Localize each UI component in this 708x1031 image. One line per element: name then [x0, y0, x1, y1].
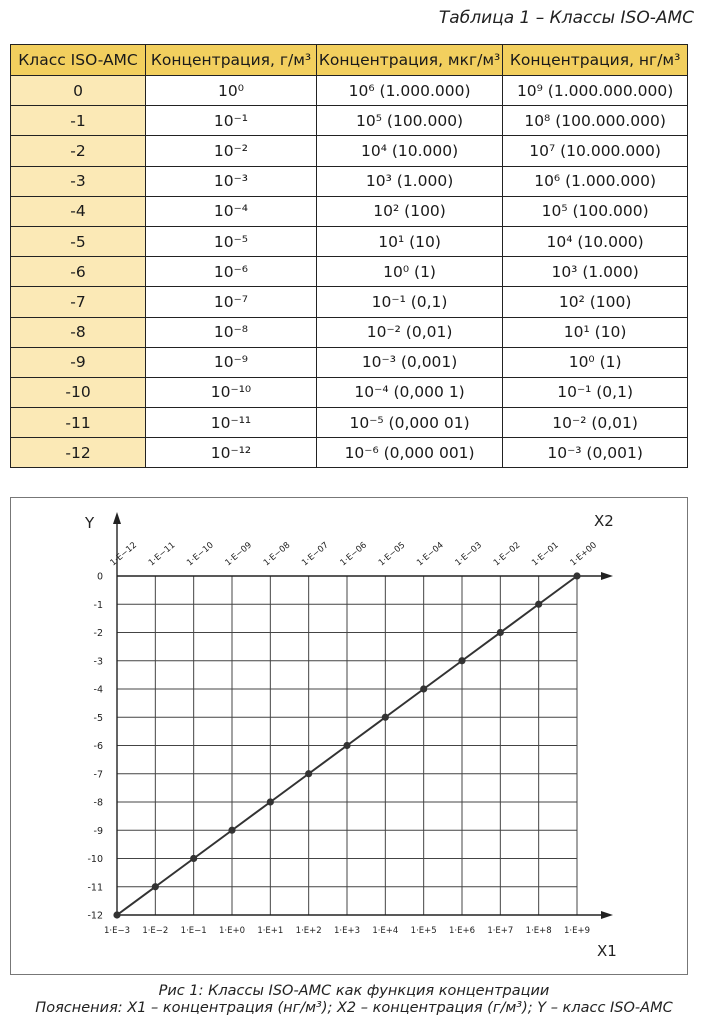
cell-conc-ug: 10¹ (10) [316, 226, 502, 256]
cell-conc-ng: 10⁹ (1.000.000.000) [503, 76, 688, 106]
figure-caption-line2: Пояснения: X1 – концентрация (нг/м³); X2 – концентрация (г/м³); Y – класс ISO-AMC [35, 1000, 673, 1016]
cell-conc-ng: 10⁻¹ (0,1) [503, 377, 688, 407]
x1-tick-label: 1·E+1 [257, 926, 284, 936]
x1-tick-label: 1·E+3 [333, 926, 361, 936]
cell-class: -4 [11, 196, 146, 226]
series-point [267, 798, 274, 805]
x2-tick-label: 1·E−09 [223, 540, 254, 569]
series-point [190, 855, 197, 862]
x2-tick-label: 1·E−03 [453, 540, 484, 569]
y-tick-label: -2 [93, 628, 103, 639]
table-row [11, 166, 688, 196]
cell-conc-ug: 10⁻² (0,01) [316, 317, 502, 347]
header-class: Класс ISO-AMC [11, 45, 146, 76]
series-point [113, 911, 120, 918]
x1-tick-label: 1·E−2 [142, 926, 169, 936]
cell-conc-ug: 10⁻⁶ (0,000 001) [316, 438, 502, 468]
x2-tick-label: 1·E−08 [261, 540, 293, 569]
cell-conc-g: 10⁻⁶ [146, 257, 317, 287]
cell-conc-ng: 10⁻² (0,01) [503, 408, 688, 438]
y-tick-label: -12 [87, 910, 103, 922]
y-tick-label: -5 [93, 712, 103, 724]
cell-conc-ug: 10⁶ (1.000.000) [316, 76, 502, 106]
header-conc-ng: Концентрация, нг/м³ [503, 45, 688, 76]
table-row [11, 257, 688, 287]
y-tick-label: -7 [93, 769, 103, 781]
cell-conc-g: 10⁻⁸ [146, 317, 317, 347]
x1-tick-label: 1·E+2 [295, 926, 322, 936]
x2-tick-label: 1·E−04 [415, 540, 446, 569]
y-tick-label: -8 [93, 797, 103, 809]
iso-amc-chart [11, 498, 687, 974]
y-tick-label: -6 [93, 741, 103, 752]
series-point [305, 770, 312, 777]
cell-conc-ng: 10³ (1.000) [503, 257, 688, 287]
series-point [458, 657, 465, 664]
x1-tick-label: 1·E+9 [563, 926, 591, 936]
cell-conc-ng: 10⁸ (100.000.000) [503, 106, 688, 136]
cell-conc-g: 10⁰ [146, 76, 317, 106]
table-row [11, 226, 688, 256]
x1-tick-label: 1·E+0 [218, 926, 246, 936]
cell-conc-ug: 10⁵ (100.000) [316, 106, 502, 136]
series-point [343, 742, 350, 749]
x2-tick-label: 1·E−07 [300, 540, 331, 569]
cell-class: -11 [11, 408, 146, 438]
cell-conc-g: 10⁻² [146, 136, 317, 166]
table-row [11, 408, 688, 438]
series-point [382, 714, 389, 721]
header-conc-g: Концентрация, г/м³ [146, 45, 317, 76]
cell-conc-ug: 10⁻⁵ (0,000 01) [316, 408, 502, 438]
cell-conc-ng: 10⁶ (1.000.000) [503, 166, 688, 196]
cell-class: -2 [11, 136, 146, 166]
cell-conc-g: 10⁻⁷ [146, 287, 317, 317]
cell-conc-ug: 10³ (1.000) [316, 166, 502, 196]
y-axis-label: Y [85, 514, 95, 532]
table-caption: Таблица 1 – Классы ISO-AMC [438, 8, 694, 28]
x1-tick-label: 1·E+6 [448, 926, 476, 936]
table-row [11, 287, 688, 317]
cell-class: -9 [11, 347, 146, 377]
cell-class: -3 [11, 166, 146, 196]
cell-class: -7 [11, 287, 146, 317]
cell-conc-ng: 10⁻³ (0,001) [503, 438, 688, 468]
series-point [535, 601, 542, 608]
table-row [11, 377, 688, 407]
y-tick-label: -10 [87, 854, 103, 865]
cell-conc-ug: 10⁻⁴ (0,000 1) [316, 377, 502, 407]
table-row [11, 347, 688, 377]
table-row [11, 438, 688, 468]
x2-tick-label: 1·E+00 [568, 540, 599, 569]
x1-axis-label: X1 [597, 942, 617, 960]
table-row [11, 317, 688, 347]
series-point [420, 685, 427, 692]
y-tick-label: 0 [96, 571, 103, 583]
cell-conc-ng: 10² (100) [503, 287, 688, 317]
cell-class: -5 [11, 226, 146, 256]
cell-conc-ug: 10⁴ (10.000) [316, 136, 502, 166]
x1-axis-arrow [601, 911, 613, 919]
series-point [573, 572, 580, 579]
table-row [11, 196, 688, 226]
cell-class: -1 [11, 106, 146, 136]
iso-amc-table [10, 44, 688, 468]
cell-conc-g: 10⁻¹ [146, 106, 317, 136]
cell-conc-ug: 10² (100) [316, 196, 502, 226]
cell-conc-ng: 10⁷ (10.000.000) [503, 136, 688, 166]
cell-class: -12 [11, 438, 146, 468]
x2-tick-label: 1·E−02 [491, 540, 523, 569]
series-point [497, 629, 504, 636]
cell-conc-ug: 10⁻³ (0,001) [316, 347, 502, 377]
x1-tick-label: 1·E+8 [525, 926, 552, 936]
x1-tick-label: 1·E+7 [487, 926, 514, 936]
cell-conc-g: 10⁻¹¹ [146, 408, 317, 438]
x1-tick-label: 1·E+5 [410, 926, 437, 936]
cell-class: 0 [11, 76, 146, 106]
cell-conc-ng: 10⁵ (100.000) [503, 196, 688, 226]
series-point [228, 827, 235, 834]
y-tick-label: -1 [93, 599, 103, 611]
y-axis-arrow [113, 512, 121, 524]
cell-conc-g: 10⁻⁴ [146, 196, 317, 226]
y-tick-label: -3 [93, 656, 103, 668]
x2-tick-label: 1·E−11 [146, 540, 178, 569]
figure-caption-line1: Рис 1: Классы ISO-AMC как функция концентрации [158, 983, 550, 999]
cell-conc-ng: 10⁰ (1) [503, 347, 688, 377]
cell-conc-g: 10⁻¹² [146, 438, 317, 468]
table-row [11, 76, 688, 106]
x2-tick-label: 1·E−01 [530, 540, 561, 569]
cell-conc-g: 10⁻⁵ [146, 226, 317, 256]
x1-tick-label: 1·E−1 [180, 926, 207, 936]
x2-axis-label: X2 [594, 512, 614, 530]
x2-axis-arrow [601, 572, 613, 580]
header-conc-ug: Концентрация, мкг/м³ [316, 45, 502, 76]
cell-conc-g: 10⁻³ [146, 166, 317, 196]
cell-class: -10 [11, 377, 146, 407]
x2-tick-label: 1·E−05 [376, 540, 408, 569]
cell-conc-g: 10⁻¹⁰ [146, 377, 317, 407]
x1-tick-label: 1·E−3 [103, 926, 131, 936]
series-point [152, 883, 159, 890]
x1-tick-label: 1·E+4 [372, 926, 399, 936]
cell-conc-ng: 10¹ (10) [503, 317, 688, 347]
x2-tick-label: 1·E−12 [108, 540, 139, 569]
y-tick-label: -9 [93, 825, 103, 837]
x2-tick-label: 1·E−06 [338, 540, 369, 569]
table-row [11, 136, 688, 166]
cell-conc-ng: 10⁴ (10.000) [503, 226, 688, 256]
cell-class: -8 [11, 317, 146, 347]
cell-conc-ug: 10⁻¹ (0,1) [316, 287, 502, 317]
y-tick-label: -11 [87, 882, 103, 894]
y-tick-label: -4 [93, 684, 103, 696]
cell-conc-ug: 10⁰ (1) [316, 257, 502, 287]
x2-tick-label: 1·E−10 [185, 540, 216, 569]
table-header-row [11, 45, 688, 76]
table-row [11, 106, 688, 136]
cell-class: -6 [11, 257, 146, 287]
cell-conc-g: 10⁻⁹ [146, 347, 317, 377]
figure-frame [10, 497, 688, 975]
